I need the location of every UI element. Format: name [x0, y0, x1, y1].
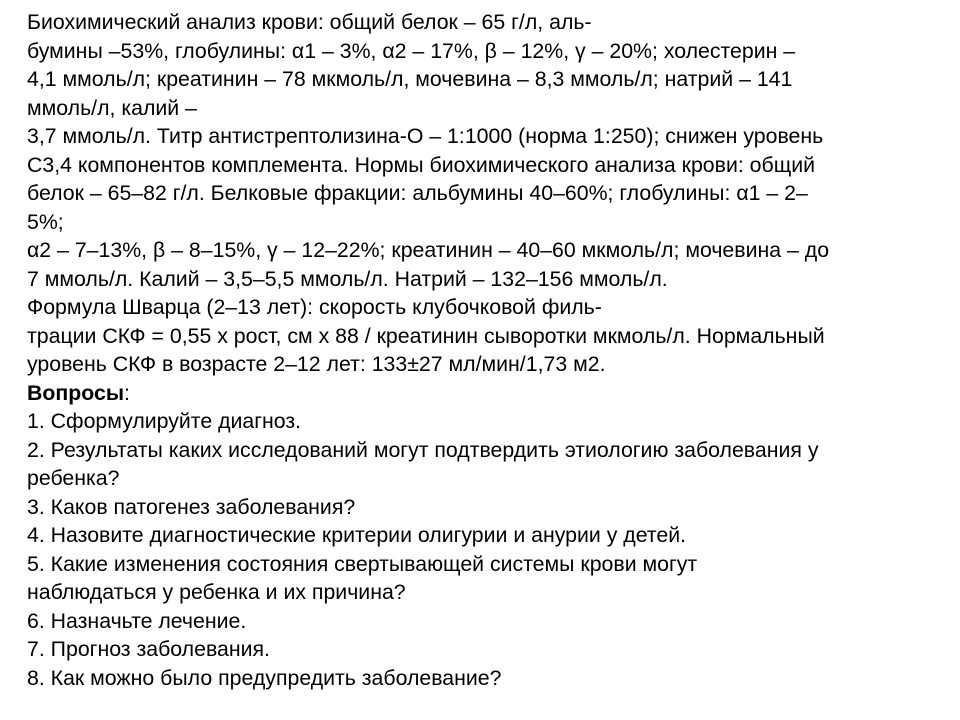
case-text-line: С3,4 компонентов комплемента. Нормы биохимического анализа крови: общий: [27, 152, 816, 177]
case-text-line: Формула Шварца (2–13 лет): скорость клубочковой филь-: [27, 295, 602, 319]
question-line: 1. Сформулируйте диагноз.: [27, 409, 302, 433]
case-text-line: ммоль/л, калий –: [27, 95, 197, 120]
case-text-line: 7 ммоль/л. Калий – 3,5–5,5 ммоль/л. Натрий – 132–156 ммоль/л.: [27, 266, 668, 291]
case-text-line: Биохимический анализ крови: общий белок – 65 г/л, аль-: [27, 10, 592, 34]
case-text-line: 3,7 ммоль/л. Титр антистрептолизина-О – 1:1000 (норма 1:250); снижен уровень: [27, 124, 824, 148]
question-line: 4. Назовите диагностические критерии олигурии и анурии у детей.: [27, 523, 687, 547]
question-line: 6. Назначьте лечение.: [27, 608, 247, 633]
questions-heading-colon: :: [124, 380, 130, 405]
question-line: 5. Какие изменения состояния свертывающей системы крови могут: [27, 551, 698, 576]
question-line: ребенка?: [27, 466, 120, 490]
case-text-line: белок – 65–82 г/л. Белковые фракции: альбумины 40–60%; глобулины: α1 – 2–: [27, 181, 808, 205]
case-text-line: 4,1 ммоль/л; креатинин – 78 мкмоль/л, мочевина – 8,3 ммоль/л; натрий – 141: [27, 67, 793, 91]
question-line: 7. Прогноз заболевания.: [27, 637, 270, 661]
questions-heading-line: [27, 379, 947, 408]
case-text-line: α2 – 7–13%, β – 8–15%, γ – 12–22%; креатинин – 40–60 мкмоль/л; мочевина – до: [27, 238, 830, 262]
question-line: 2. Результаты каких исследований могут подтвердить этиологию заболевания у: [27, 437, 819, 462]
questions-heading: Вопросы: [27, 380, 125, 405]
text-block: [27, 8, 947, 692]
case-text-line: уровень СКФ в возрасте 2–12 лет: 133±27 мл/мин/1,73 м2.: [27, 352, 606, 376]
case-text-line: трации СКФ = 0,55 х рост, см х 88 / креатинин сыворотки мкмоль/л. Нормальный: [27, 323, 825, 348]
question-line: 8. Как можно было предупредить заболевание?: [27, 665, 502, 690]
case-text-line: бумины –53%, глобулины: α1 – 3%, α2 – 17%, β – 12%, γ – 20%; холестерин –: [27, 38, 796, 63]
question-line: 3. Каков патогенез заболевания?: [27, 494, 356, 519]
question-line: наблюдаться у ребенка и их причина?: [27, 580, 406, 604]
case-text-line: 5%;: [27, 209, 64, 234]
